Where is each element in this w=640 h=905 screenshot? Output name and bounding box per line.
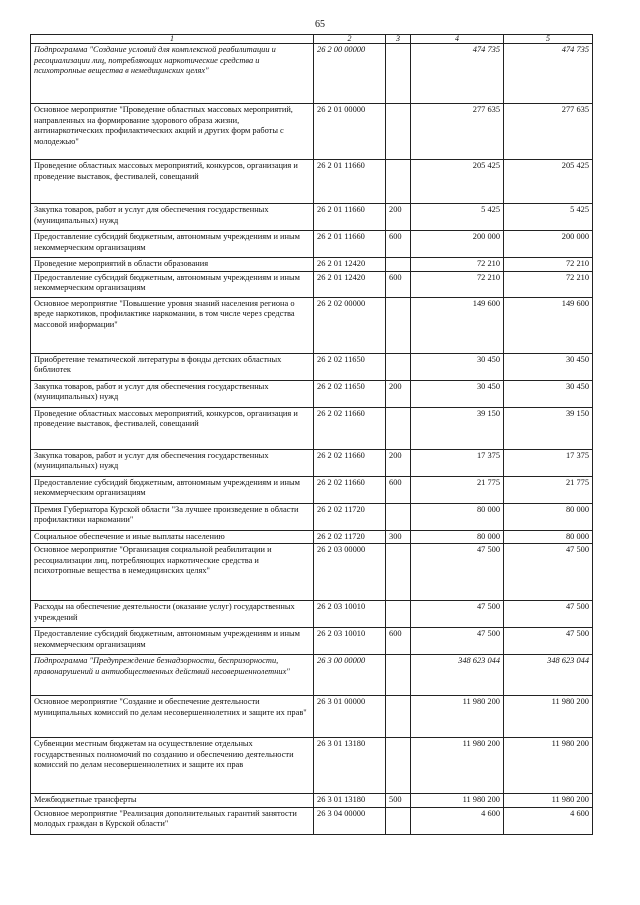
row-amount-col4-cell: 149 600 xyxy=(411,297,504,353)
row-amount-col5-cell: 5 425 xyxy=(504,204,593,231)
table-row xyxy=(31,530,593,544)
row-amount-col5-cell: 21 775 xyxy=(504,476,593,503)
column-5-header: 5 xyxy=(504,35,593,44)
row-amount-col4-cell: 200 000 xyxy=(411,231,504,258)
row-code-cell: 26 2 00 00000 xyxy=(314,44,386,104)
row-name-cell: Предоставление субсидий бюджетным, автономным учреждениям и иным некоммерческим организациям xyxy=(31,476,314,503)
column-4-header: 4 xyxy=(411,35,504,44)
column-3-header: 3 xyxy=(386,35,411,44)
row-code-cell: 26 2 02 11660 xyxy=(314,449,386,476)
row-amount-col4-cell: 11 980 200 xyxy=(411,738,504,794)
table-row xyxy=(31,104,593,160)
row-expense-type-cell: 600 xyxy=(386,231,411,258)
row-amount-col4-cell: 277 635 xyxy=(411,104,504,160)
row-amount-col4-cell: 11 980 200 xyxy=(411,696,504,738)
row-code-cell: 26 2 03 00000 xyxy=(314,544,386,601)
row-expense-type-cell: 500 xyxy=(386,794,411,808)
row-expense-type-cell xyxy=(386,353,411,380)
row-amount-col5-cell: 11 980 200 xyxy=(504,794,593,808)
row-amount-col5-cell: 17 375 xyxy=(504,449,593,476)
row-amount-col4-cell: 30 450 xyxy=(411,353,504,380)
row-name-cell: Проведение областных массовых мероприятий, конкурсов, организация и проведение выставок, фестивалей, совещаний xyxy=(31,407,314,449)
table-row xyxy=(31,738,593,794)
row-expense-type-cell xyxy=(386,258,411,272)
table-row xyxy=(31,297,593,353)
row-name-cell: Субвенции местным бюджетам на осуществление отдельных государственных полномочий по созданию и обеспечению деятельности комиссий по делам несовершеннолетних и защите их прав xyxy=(31,738,314,794)
budget-table xyxy=(30,34,593,835)
row-name-cell: Основное мероприятие "Создание и обеспечение деятельности муниципальных комиссий по делам несовершеннолетних и защите их прав" xyxy=(31,696,314,738)
row-code-cell: 26 2 02 11650 xyxy=(314,353,386,380)
row-code-cell: 26 2 01 11660 xyxy=(314,160,386,204)
row-name-cell: Расходы на обеспечение деятельности (оказание услуг) государственных учреждений xyxy=(31,601,314,628)
row-amount-col5-cell: 474 735 xyxy=(504,44,593,104)
row-expense-type-cell xyxy=(386,544,411,601)
table-row xyxy=(31,449,593,476)
row-amount-col5-cell: 11 980 200 xyxy=(504,738,593,794)
table-row xyxy=(31,696,593,738)
row-code-cell: 26 2 01 12420 xyxy=(314,258,386,272)
row-amount-col5-cell: 72 210 xyxy=(504,271,593,297)
row-amount-col4-cell: 30 450 xyxy=(411,380,504,407)
row-amount-col5-cell: 39 150 xyxy=(504,407,593,449)
row-amount-col5-cell: 30 450 xyxy=(504,380,593,407)
table-body xyxy=(31,44,593,835)
row-code-cell: 26 2 02 11660 xyxy=(314,407,386,449)
table-row xyxy=(31,204,593,231)
row-amount-col5-cell: 30 450 xyxy=(504,353,593,380)
row-amount-col4-cell: 5 425 xyxy=(411,204,504,231)
row-amount-col4-cell: 39 150 xyxy=(411,407,504,449)
row-amount-col5-cell: 47 500 xyxy=(504,628,593,655)
row-amount-col4-cell: 47 500 xyxy=(411,544,504,601)
table-row xyxy=(31,503,593,530)
row-name-cell: Межбюджетные трансферты xyxy=(31,794,314,808)
row-name-cell: Приобретение тематической литературы в фонды детских областных библиотек xyxy=(31,353,314,380)
row-code-cell: 26 2 01 00000 xyxy=(314,104,386,160)
row-amount-col5-cell: 11 980 200 xyxy=(504,696,593,738)
table-row xyxy=(31,628,593,655)
row-name-cell: Предоставление субсидий бюджетным, автономным учреждениям и иным некоммерческим организациям xyxy=(31,231,314,258)
row-name-cell: Основное мероприятие "Реализация дополнительных гарантий занятости молодых граждан в Курской области" xyxy=(31,807,314,834)
table-row xyxy=(31,353,593,380)
row-amount-col4-cell: 21 775 xyxy=(411,476,504,503)
row-amount-col5-cell: 4 600 xyxy=(504,807,593,834)
row-expense-type-cell xyxy=(386,297,411,353)
page-number: 65 xyxy=(315,19,325,30)
table-row xyxy=(31,601,593,628)
row-amount-col5-cell: 47 500 xyxy=(504,601,593,628)
row-amount-col4-cell: 474 735 xyxy=(411,44,504,104)
row-code-cell: 26 3 01 13180 xyxy=(314,738,386,794)
table-row xyxy=(31,258,593,272)
row-name-cell: Предоставление субсидий бюджетным, автономным учреждениям и иным некоммерческим организациям xyxy=(31,628,314,655)
row-expense-type-cell xyxy=(386,503,411,530)
row-amount-col4-cell: 4 600 xyxy=(411,807,504,834)
row-name-cell: Подпрограмма "Предупреждение безнадзорности, беспризорности, правонарушений и антиобщественных действий несовершеннолетних" xyxy=(31,655,314,696)
row-code-cell: 26 2 02 11650 xyxy=(314,380,386,407)
row-name-cell: Предоставление субсидий бюджетным, автономным учреждениям и иным некоммерческим организациям xyxy=(31,271,314,297)
row-code-cell: 26 2 01 12420 xyxy=(314,271,386,297)
row-expense-type-cell: 600 xyxy=(386,476,411,503)
table-row xyxy=(31,807,593,834)
row-code-cell: 26 2 01 11660 xyxy=(314,231,386,258)
row-expense-type-cell xyxy=(386,601,411,628)
row-expense-type-cell: 200 xyxy=(386,380,411,407)
row-amount-col4-cell: 348 623 044 xyxy=(411,655,504,696)
table-row xyxy=(31,160,593,204)
row-expense-type-cell: 200 xyxy=(386,449,411,476)
row-expense-type-cell: 300 xyxy=(386,530,411,544)
row-code-cell: 26 3 00 00000 xyxy=(314,655,386,696)
row-code-cell: 26 3 01 13180 xyxy=(314,794,386,808)
table-row xyxy=(31,271,593,297)
row-amount-col4-cell: 11 980 200 xyxy=(411,794,504,808)
table-row xyxy=(31,380,593,407)
row-amount-col5-cell: 200 000 xyxy=(504,231,593,258)
row-amount-col5-cell: 277 635 xyxy=(504,104,593,160)
row-name-cell: Подпрограмма "Создание условий для комплексной реабилитации и ресоциализации лиц, потребляющих наркотические средства и психотропные вещества в немедицинских целях" xyxy=(31,44,314,104)
row-expense-type-cell: 200 xyxy=(386,204,411,231)
row-name-cell: Закупка товаров, работ и услуг для обеспечения государственных (муниципальных) нужд xyxy=(31,380,314,407)
row-amount-col5-cell: 80 000 xyxy=(504,503,593,530)
column-2-header: 2 xyxy=(314,35,386,44)
row-name-cell: Премия Губернатора Курской области "За лучшее произведение в области профилактики наркомании" xyxy=(31,503,314,530)
row-expense-type-cell xyxy=(386,44,411,104)
row-amount-col5-cell: 205 425 xyxy=(504,160,593,204)
row-name-cell: Основное мероприятие "Повышение уровня знаний населения региона о вреде наркотиков, профилактике наркомании, в том числе через средства массовой информации" xyxy=(31,297,314,353)
row-amount-col4-cell: 72 210 xyxy=(411,258,504,272)
row-amount-col4-cell: 47 500 xyxy=(411,601,504,628)
row-expense-type-cell xyxy=(386,655,411,696)
table-row xyxy=(31,407,593,449)
column-number-row xyxy=(31,35,593,44)
table-row xyxy=(31,476,593,503)
row-amount-col4-cell: 47 500 xyxy=(411,628,504,655)
row-amount-col5-cell: 80 000 xyxy=(504,530,593,544)
row-amount-col4-cell: 72 210 xyxy=(411,271,504,297)
row-amount-col5-cell: 348 623 044 xyxy=(504,655,593,696)
row-name-cell: Основное мероприятие "Организация социальной реабилитации и ресоциализации лиц, потребляющих наркотические средства и психотропные вещества в немедицинских целях" xyxy=(31,544,314,601)
table-row xyxy=(31,231,593,258)
row-amount-col4-cell: 205 425 xyxy=(411,160,504,204)
row-amount-col4-cell: 80 000 xyxy=(411,503,504,530)
row-code-cell: 26 2 02 00000 xyxy=(314,297,386,353)
row-amount-col5-cell: 47 500 xyxy=(504,544,593,601)
row-amount-col4-cell: 17 375 xyxy=(411,449,504,476)
row-expense-type-cell xyxy=(386,807,411,834)
row-expense-type-cell xyxy=(386,104,411,160)
row-code-cell: 26 2 01 11660 xyxy=(314,204,386,231)
row-expense-type-cell xyxy=(386,696,411,738)
row-code-cell: 26 2 02 11720 xyxy=(314,530,386,544)
row-expense-type-cell: 600 xyxy=(386,628,411,655)
column-1-header: 1 xyxy=(31,35,314,44)
row-code-cell: 26 2 03 10010 xyxy=(314,628,386,655)
table-row xyxy=(31,794,593,808)
row-expense-type-cell xyxy=(386,160,411,204)
row-amount-col4-cell: 80 000 xyxy=(411,530,504,544)
row-name-cell: Закупка товаров, работ и услуг для обеспечения государственных (муниципальных) нужд xyxy=(31,204,314,231)
row-expense-type-cell: 600 xyxy=(386,271,411,297)
row-expense-type-cell xyxy=(386,738,411,794)
table-row xyxy=(31,44,593,104)
row-code-cell: 26 3 04 00000 xyxy=(314,807,386,834)
row-expense-type-cell xyxy=(386,407,411,449)
row-name-cell: Проведение областных массовых мероприятий, конкурсов, организация и проведение выставок, фестивалей, совещаний xyxy=(31,160,314,204)
row-amount-col5-cell: 149 600 xyxy=(504,297,593,353)
row-amount-col5-cell: 72 210 xyxy=(504,258,593,272)
row-code-cell: 26 2 02 11720 xyxy=(314,503,386,530)
row-code-cell: 26 2 02 11660 xyxy=(314,476,386,503)
row-name-cell: Проведение мероприятий в области образования xyxy=(31,258,314,272)
row-code-cell: 26 2 03 10010 xyxy=(314,601,386,628)
table-row xyxy=(31,655,593,696)
row-name-cell: Закупка товаров, работ и услуг для обеспечения государственных (муниципальных) нужд xyxy=(31,449,314,476)
row-name-cell: Социальное обеспечение и иные выплаты населению xyxy=(31,530,314,544)
row-code-cell: 26 3 01 00000 xyxy=(314,696,386,738)
row-name-cell: Основное мероприятие "Проведение областных массовых мероприятий, направленных на формирование здорового образа жизни, антинаркотических профилактических акций и других форм работы с молодежью" xyxy=(31,104,314,160)
table-row xyxy=(31,544,593,601)
